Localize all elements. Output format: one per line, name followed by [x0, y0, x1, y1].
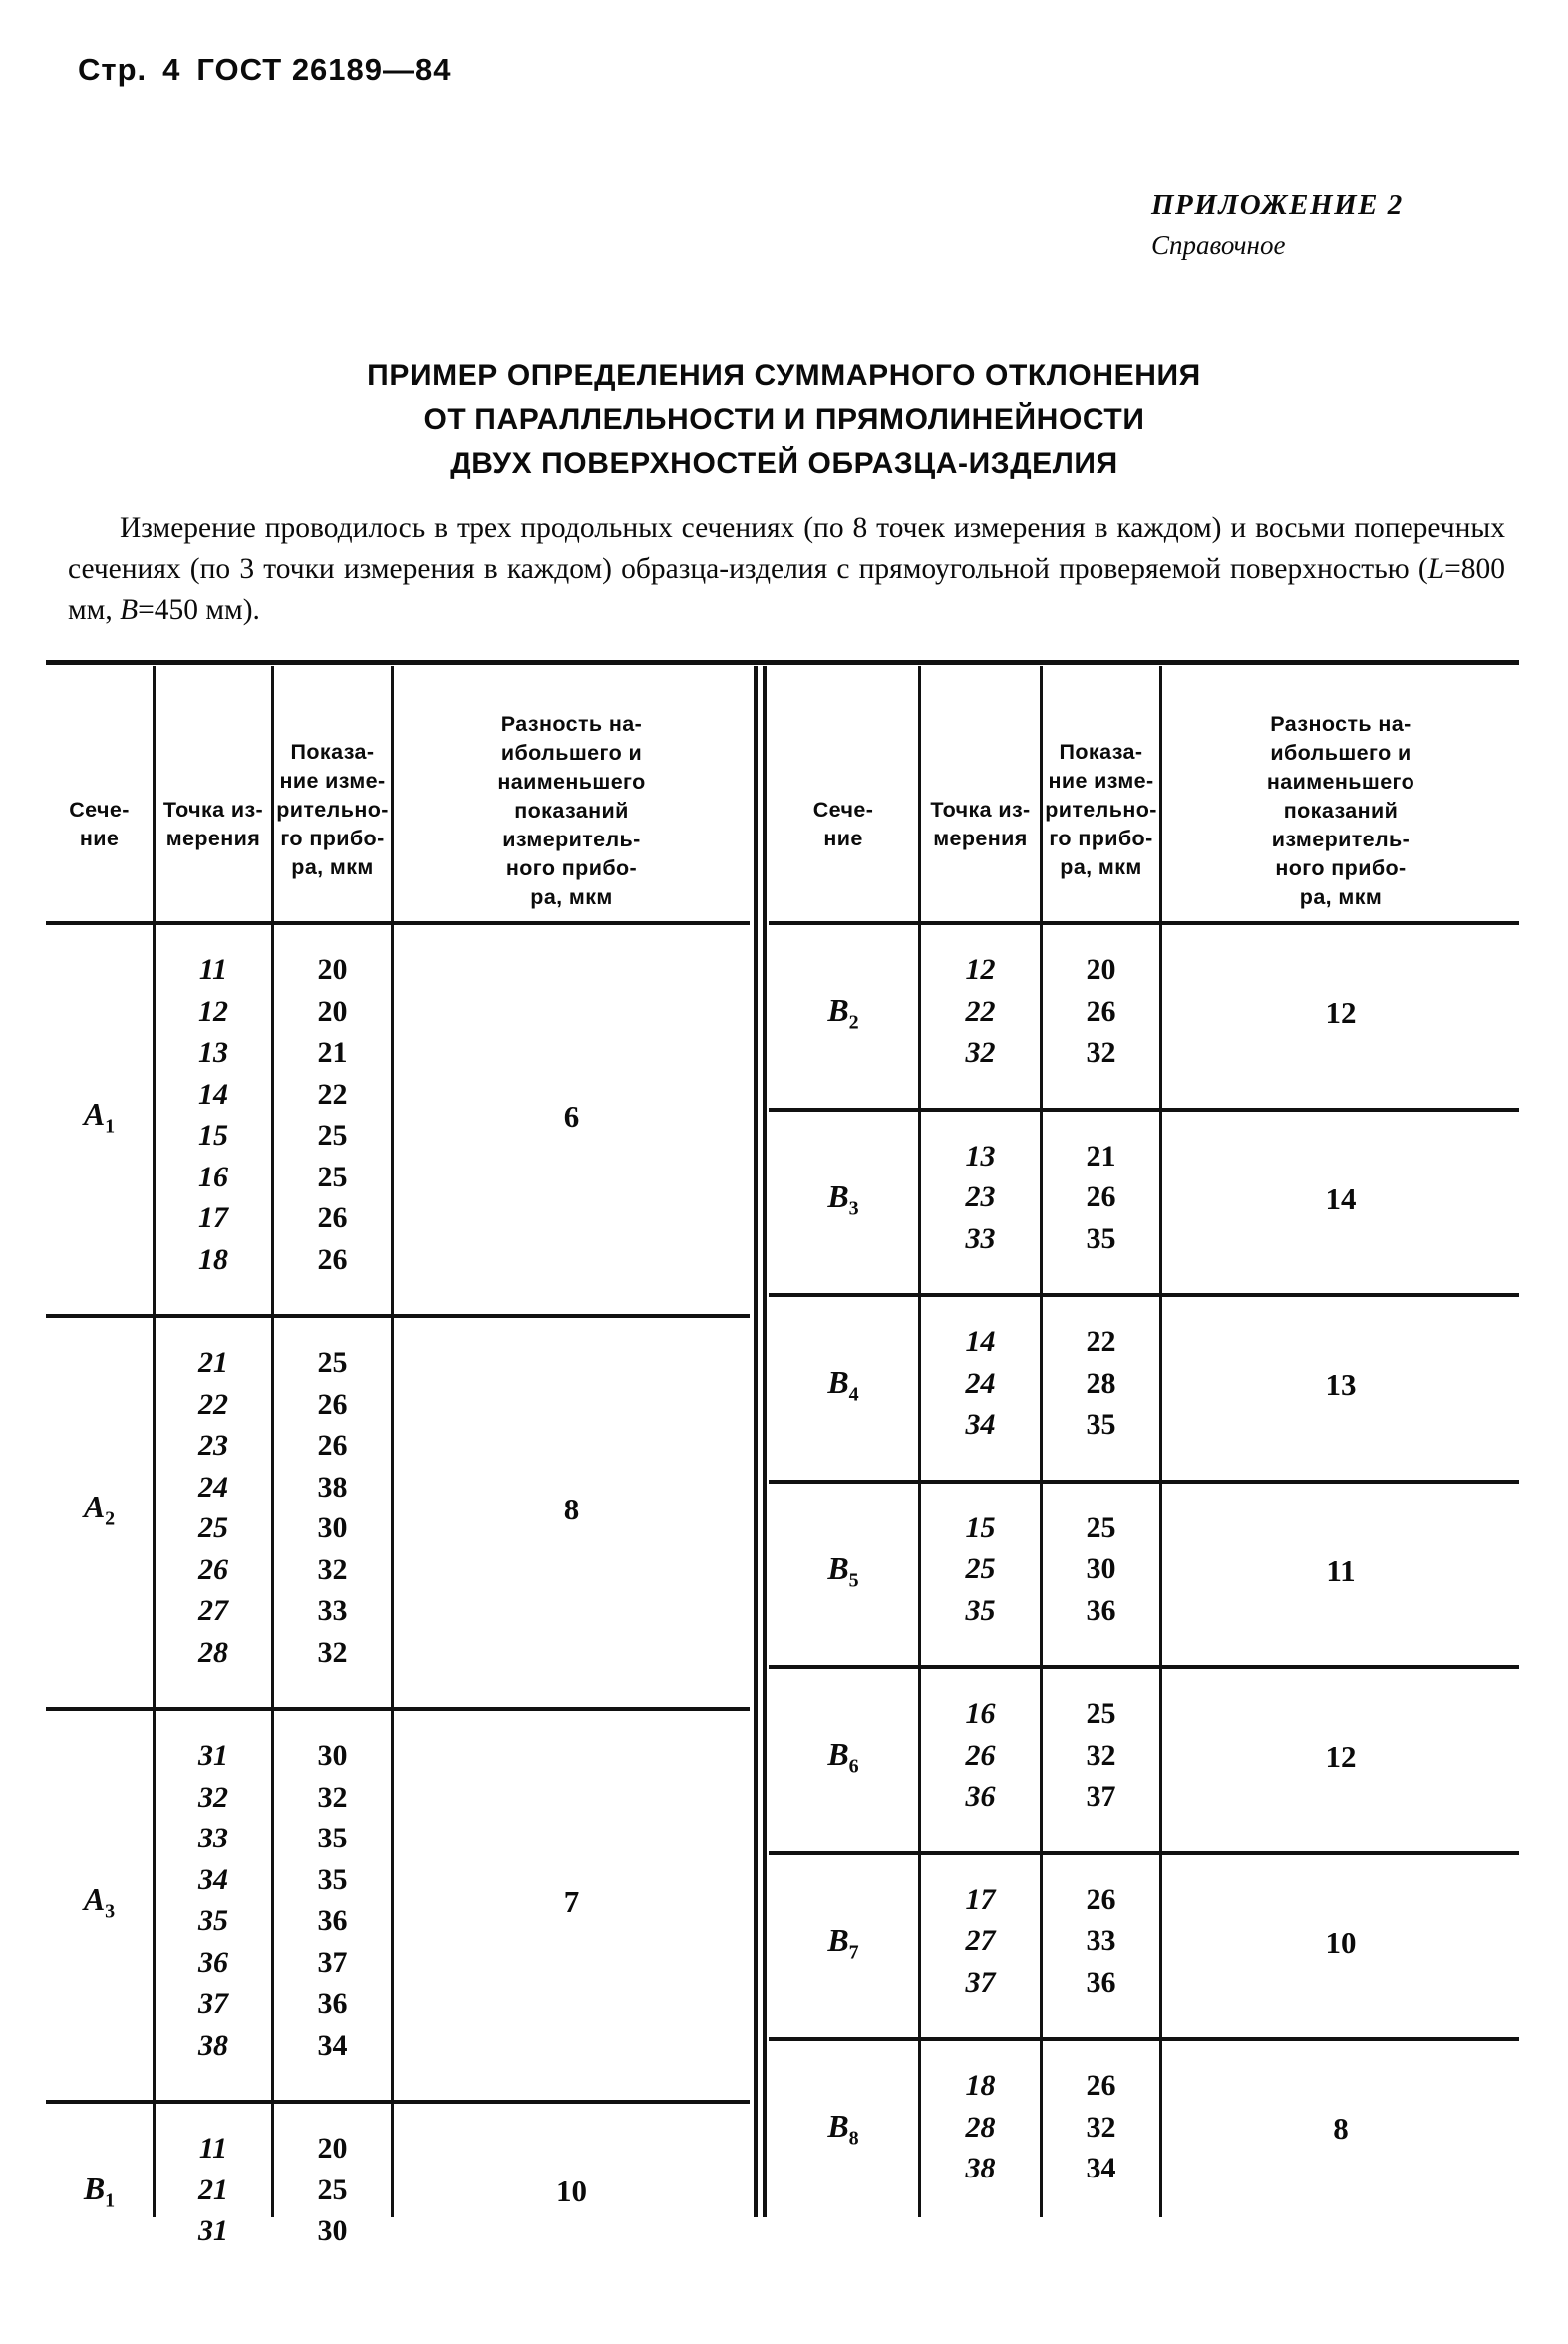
measurement-point-list: [921, 2065, 1040, 2189]
measurement-point: 18: [965, 2069, 996, 2102]
measurement-point: 35: [198, 1904, 228, 1937]
table-center-divider-right: [763, 666, 767, 2217]
measurement-point: 32: [198, 1780, 228, 1814]
column-header-line: Сече-: [69, 798, 130, 822]
measurement-point: 12: [965, 953, 996, 986]
measurement-point: 14: [198, 1077, 228, 1111]
measurement-point-list: [921, 1507, 1040, 1632]
measurement-point-list: [921, 1136, 1040, 1260]
column-header-line: ибольшего и: [1270, 741, 1411, 765]
row-divider: [769, 1108, 1519, 1112]
measurement-point: 12: [198, 994, 228, 1028]
section-label: $B_6$: [827, 1736, 859, 1778]
running-head-standard: ГОСТ 26189—84: [196, 52, 452, 87]
instrument-reading: 36: [317, 1904, 348, 1937]
reading-difference: 10: [556, 2174, 587, 2209]
instrument-reading: 35: [317, 1862, 348, 1896]
instrument-reading: 37: [1086, 1780, 1116, 1813]
section-label: $B_3$: [827, 1177, 859, 1220]
instrument-reading-list: [274, 1735, 391, 2066]
instrument-reading: 33: [1086, 1924, 1116, 1957]
column-header-line: Точка из-: [930, 798, 1031, 822]
intro-width-value: =450 мм).: [138, 594, 260, 626]
column-header-line: Сече-: [812, 798, 874, 822]
header-bottom-border: [46, 921, 750, 925]
intro-paragraph: [68, 508, 1505, 631]
measurement-point: 27: [198, 1594, 228, 1627]
section-label: $B_4$: [827, 1364, 859, 1406]
instrument-reading: 26: [1086, 1882, 1116, 1916]
page-title: [0, 354, 1568, 486]
intro-length-value: =800 мм,: [68, 553, 1505, 626]
table-half-left: [46, 666, 750, 2247]
measurement-point: 25: [965, 1552, 996, 1585]
measurement-point: 33: [965, 1221, 996, 1255]
row-divider: [46, 1314, 750, 1318]
reading-difference: 13: [1325, 1367, 1357, 1403]
column-header-reading: [274, 738, 391, 882]
instrument-reading-list: [274, 1342, 391, 1673]
instrument-reading: 26: [317, 1429, 348, 1462]
instrument-reading: 34: [317, 2028, 348, 2062]
reading-difference: 6: [563, 1099, 580, 1134]
instrument-reading: 25: [317, 1119, 348, 1152]
measurement-point: 24: [965, 1366, 996, 1400]
measurement-point: 27: [965, 1924, 996, 1957]
measurement-point: 37: [965, 1965, 996, 1999]
section-label: $B_7$: [827, 1921, 859, 1964]
intro-width-symbol: B: [120, 594, 139, 626]
instrument-reading-list: [274, 949, 391, 1280]
column-header-line: ние: [79, 827, 120, 850]
measurement-point: 16: [198, 1160, 228, 1193]
instrument-reading: 36: [1086, 1965, 1116, 1999]
instrument-reading: 25: [1086, 1697, 1116, 1730]
measurement-point: 11: [198, 2132, 228, 2165]
measurement-point: 24: [198, 1470, 228, 1504]
instrument-reading: 30: [317, 2214, 348, 2247]
instrument-reading: 25: [317, 1346, 348, 1379]
column-header-reading: [1043, 738, 1159, 882]
instrument-reading: 34: [1086, 2152, 1116, 2184]
column-header-line: Точка из-: [162, 798, 264, 822]
column-header-point: [156, 796, 271, 853]
measurement-point: 11: [198, 953, 228, 986]
reading-difference: 12: [1325, 1739, 1357, 1775]
column-header-difference: [394, 710, 750, 912]
column-header-line: го прибо-: [280, 827, 385, 850]
section-label: $B_1$: [83, 2171, 116, 2212]
instrument-reading-list: [1043, 1136, 1159, 1260]
instrument-reading: 20: [317, 994, 348, 1028]
instrument-reading-list: [1043, 1879, 1159, 2004]
row-divider: [46, 1707, 750, 1711]
instrument-reading: 30: [317, 1511, 348, 1544]
instrument-reading: 35: [317, 1822, 348, 1854]
measurement-point-list: [156, 1735, 271, 2066]
column-header-line: наименьшего: [1266, 770, 1415, 794]
table-half-right: [769, 666, 1519, 2217]
column-header-section: [769, 796, 918, 853]
column-header-line: ние: [823, 827, 863, 850]
row-divider: [46, 2100, 750, 2104]
column-header-point: [921, 796, 1040, 853]
measurement-point: 33: [198, 1822, 228, 1854]
reading-difference: 8: [1333, 2111, 1349, 2147]
section-label: $A_3$: [83, 1881, 116, 1923]
instrument-reading-list: [1043, 2065, 1159, 2189]
column-header-line: ра, мкм: [1299, 885, 1383, 909]
row-divider: [769, 1851, 1519, 1855]
page-title-line-1: ПРИМЕР ОПРЕДЕЛЕНИЯ СУММАРНОГО ОТКЛОНЕНИЯ: [367, 359, 1201, 392]
measurement-point: 38: [198, 2028, 228, 2062]
column-header-line: ибольшего и: [500, 741, 643, 765]
measurement-point: 14: [965, 1325, 996, 1358]
reading-difference: 8: [563, 1492, 580, 1526]
measurement-point-list: [156, 1342, 271, 1673]
measurement-point: 31: [198, 1739, 228, 1772]
column-header-difference: [1162, 710, 1519, 912]
row-divider: [769, 1665, 1519, 1669]
instrument-reading: 20: [1086, 953, 1116, 986]
column-header-line: ние изме-: [1048, 769, 1154, 793]
column-header-line: ра, мкм: [291, 855, 374, 879]
instrument-reading: 25: [317, 2173, 348, 2206]
instrument-reading: 32: [1086, 2110, 1116, 2144]
measurement-point: 15: [198, 1119, 228, 1152]
section-label: $B_5$: [827, 1549, 859, 1592]
measurement-point: 13: [965, 1139, 996, 1172]
measurement-point-list: [921, 1321, 1040, 1446]
measurement-point: 22: [198, 1387, 228, 1421]
measurement-point: 34: [198, 1862, 228, 1896]
table-center-divider-left: [754, 666, 758, 2217]
column-header-line: рительно-: [1045, 798, 1157, 822]
instrument-reading-list: [1043, 1321, 1159, 1446]
intro-text: Измерение проводилось в трех продольных сечениях (по 8 точек измерения в каждом) и восьми поперечных сечениях (по 3 точки измерения в каждом) образца-изделия с прямоугольной проверяемой поверхностью (: [68, 512, 1505, 585]
instrument-reading: 25: [317, 1160, 348, 1193]
instrument-reading: 38: [317, 1470, 348, 1504]
measurement-point: 21: [198, 2173, 228, 2206]
instrument-reading: 26: [1086, 2069, 1116, 2102]
measurement-point: 26: [198, 1552, 228, 1586]
column-header-line: показаний: [514, 799, 629, 823]
measurement-point: 23: [965, 1180, 996, 1213]
measurement-point-list: [921, 949, 1040, 1074]
instrument-reading: 26: [1086, 1180, 1116, 1213]
instrument-reading: 26: [317, 1201, 348, 1234]
column-header-line: ного прибо-: [505, 856, 638, 880]
measurement-point-list: [921, 1693, 1040, 1818]
instrument-reading-list: [274, 2128, 391, 2252]
intro-length-symbol: L: [1427, 553, 1445, 585]
instrument-reading: 25: [1086, 1510, 1116, 1544]
measurement-point-list: [156, 2128, 271, 2252]
column-header-line: Показа-: [290, 740, 375, 764]
instrument-reading: 32: [1086, 1036, 1116, 1069]
measurement-point: 31: [198, 2214, 228, 2247]
section-label: $A_1$: [83, 1096, 116, 1138]
column-header-line: ра, мкм: [1060, 855, 1142, 879]
instrument-reading: 30: [1086, 1552, 1116, 1585]
measurement-point: 17: [965, 1882, 996, 1916]
column-header-line: Разность на-: [1270, 712, 1411, 736]
column-header-line: Разность на-: [500, 712, 643, 736]
column-header-section: [46, 796, 153, 853]
reading-difference: 12: [1325, 995, 1357, 1031]
instrument-reading: 36: [1086, 1593, 1116, 1627]
instrument-reading: 30: [317, 1739, 348, 1772]
measurement-point-list: [156, 949, 271, 1280]
reading-difference: 11: [1326, 1552, 1356, 1588]
instrument-reading: 37: [317, 1945, 348, 1979]
instrument-reading: 35: [1086, 1221, 1116, 1255]
column-header-line: измеритель-: [502, 828, 641, 851]
measurement-point: 16: [965, 1697, 996, 1730]
measurement-point: 28: [965, 2110, 996, 2144]
measurement-point: 36: [965, 1780, 996, 1813]
measurement-point: 15: [965, 1510, 996, 1544]
section-label: $A_2$: [83, 1489, 116, 1530]
column-header-line: мерения: [165, 827, 261, 850]
instrument-reading: 20: [317, 2132, 348, 2165]
measurement-point: 25: [198, 1511, 228, 1544]
running-head-page-number: 4: [162, 52, 181, 87]
instrument-reading: 21: [317, 1036, 348, 1069]
reading-difference: 7: [563, 1884, 580, 1919]
measurement-point: 26: [965, 1738, 996, 1772]
column-header-line: показаний: [1283, 799, 1399, 823]
running-head: [78, 52, 452, 88]
measurement-point: 18: [198, 1242, 228, 1276]
instrument-reading-list: [1043, 949, 1159, 1074]
instrument-reading: 22: [1086, 1325, 1116, 1358]
reading-difference: 10: [1325, 1924, 1357, 1960]
row-divider: [769, 2037, 1519, 2041]
instrument-reading-list: [1043, 1507, 1159, 1632]
instrument-reading: 26: [1086, 994, 1116, 1028]
column-header-line: измеритель-: [1271, 828, 1411, 851]
measurement-point: 35: [965, 1593, 996, 1627]
section-label: $B_2$: [827, 992, 859, 1034]
column-header-line: ние изме-: [279, 769, 386, 793]
instrument-reading: 22: [317, 1077, 348, 1111]
measurement-point: 28: [198, 1635, 228, 1669]
instrument-reading: 21: [1086, 1139, 1116, 1172]
column-header-line: ного прибо-: [1275, 856, 1407, 880]
section-label: $B_8$: [827, 2108, 859, 2150]
measurement-point: 21: [198, 1346, 228, 1379]
reading-difference: 14: [1325, 1180, 1357, 1216]
instrument-reading: 32: [317, 1552, 348, 1586]
measurement-point: 38: [965, 2152, 996, 2184]
measurement-point: 17: [198, 1201, 228, 1234]
measurement-point: 22: [965, 994, 996, 1028]
instrument-reading: 33: [317, 1594, 348, 1627]
instrument-reading: 26: [317, 1242, 348, 1276]
instrument-reading: 32: [317, 1635, 348, 1669]
appendix-label: ПРИЛОЖЕНИЕ 2: [1151, 189, 1404, 221]
measurement-point: 34: [965, 1408, 996, 1441]
instrument-reading: 32: [317, 1780, 348, 1814]
row-divider: [769, 1293, 1519, 1297]
column-header-line: го прибо-: [1049, 827, 1153, 850]
column-header-line: Показа-: [1059, 740, 1143, 764]
column-header-line: ра, мкм: [530, 885, 613, 909]
page-title-line-3: ДВУХ ПОВЕРХНОСТЕЙ ОБРАЗЦА-ИЗДЕЛИЯ: [450, 447, 1118, 480]
row-divider: [769, 1480, 1519, 1484]
measurement-point: 32: [965, 1036, 996, 1069]
instrument-reading: 32: [1086, 1738, 1116, 1772]
measurement-point: 36: [198, 1945, 228, 1979]
page-title-line-2: ОТ ПАРАЛЛЕЛЬНОСТИ И ПРЯМОЛИНЕЙНОСТИ: [423, 403, 1145, 436]
measurement-point: 13: [198, 1036, 228, 1069]
measurement-point: 37: [198, 1987, 228, 2020]
measurement-point-list: [921, 1879, 1040, 2004]
running-head-page-word: Стр.: [78, 52, 148, 87]
table-top-border: [46, 660, 1519, 665]
header-bottom-border: [769, 921, 1519, 925]
column-header-line: мерения: [933, 827, 1028, 850]
column-header-line: наименьшего: [497, 770, 646, 794]
measurement-point: 23: [198, 1429, 228, 1462]
instrument-reading: 26: [317, 1387, 348, 1421]
instrument-reading-list: [1043, 1693, 1159, 1818]
instrument-reading: 35: [1086, 1408, 1116, 1441]
column-header-line: рительно-: [276, 798, 389, 822]
measurement-table: [46, 660, 1519, 2247]
appendix-block: [1151, 189, 1490, 261]
instrument-reading: 28: [1086, 1366, 1116, 1400]
appendix-kind: Справочное: [1151, 230, 1286, 260]
instrument-reading: 36: [317, 1987, 348, 2020]
instrument-reading: 20: [317, 953, 348, 986]
